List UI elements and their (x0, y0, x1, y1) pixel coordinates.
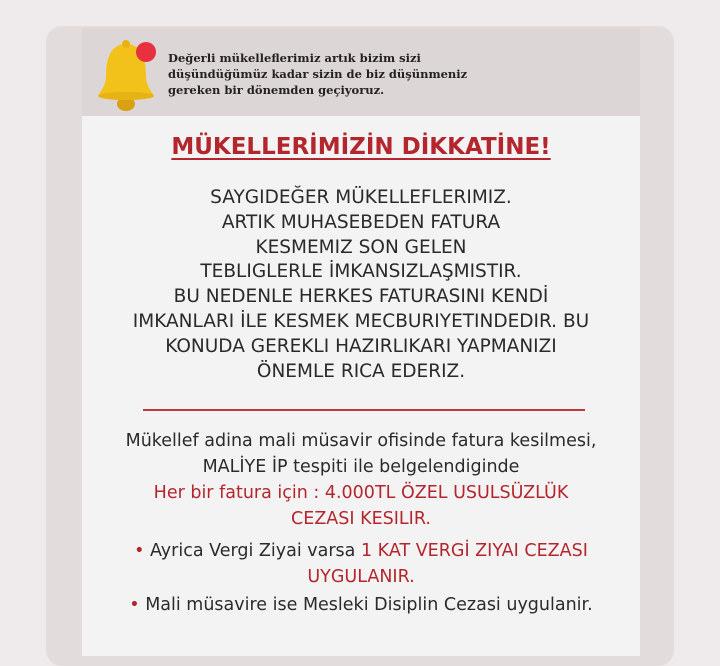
notice-content (82, 116, 640, 656)
penalty-line: Her bir fatura için : 4.000TL ÖZEL USULSÜZLÜK (153, 483, 569, 503)
notice-paragraph (82, 186, 640, 384)
notice-title: MÜKELLERİMİZİN DİKKATİNE! (171, 134, 551, 160)
paragraph-line: BU NEDENLE HERKES FATURASINI KENDİ (173, 286, 549, 308)
bullet-text: Mali müsavire ise Mesleki Disiplin Cezasi uygulanir. (145, 595, 593, 615)
penalty-line: CEZASI KESILIR. (291, 509, 431, 529)
bullet-text: Ayrica Vergi Ziyai varsa (150, 541, 361, 561)
penalty-section (82, 428, 640, 618)
paragraph-line: IMKANLARI İLE KESMEK MECBURIYETINDEDIR. BU (132, 310, 590, 332)
lower-line: MALİYE İP tespiti ile belgelendiginde (202, 457, 520, 477)
bullet-icon: • (129, 595, 146, 615)
lower-line: Mükellef adina mali müsavir ofisinde fatura kesilmesi, (125, 431, 597, 451)
paragraph-line: ARTIK MUHASEBEDEN FATURA (221, 211, 501, 233)
bullet-item (82, 592, 640, 618)
header-message: Değerli mükelleflerimiz artık bizim sizi düşündüğümüz kadar sizin de biz düşünmeniz gereken bir dönemden geçiyoruz. (168, 51, 468, 97)
bullet-icon: • (134, 541, 151, 561)
paragraph-line: TEBLIGLERLE İMKANSIZLAŞMISTIR. (200, 261, 522, 283)
bell-icon (96, 40, 162, 112)
paragraph-line: KESMEMIZ SON GELEN (255, 236, 467, 258)
paragraph-line: SAYGIDEĞER MÜKELLEFLERIMIZ. (210, 187, 512, 208)
paragraph-line: ÖNEMLE RICA EDERIZ. (256, 360, 466, 382)
paragraph-line: KONUDA GEREKLI HAZIRLIKARI YAPMANIZI (165, 335, 557, 357)
bullet-item (82, 538, 640, 564)
bullet-penalty: 1 KAT VERGİ ZIYAI CEZASI (360, 541, 588, 561)
bullet-penalty-cont: UYGULANIR. (307, 567, 415, 587)
divider (143, 409, 585, 411)
